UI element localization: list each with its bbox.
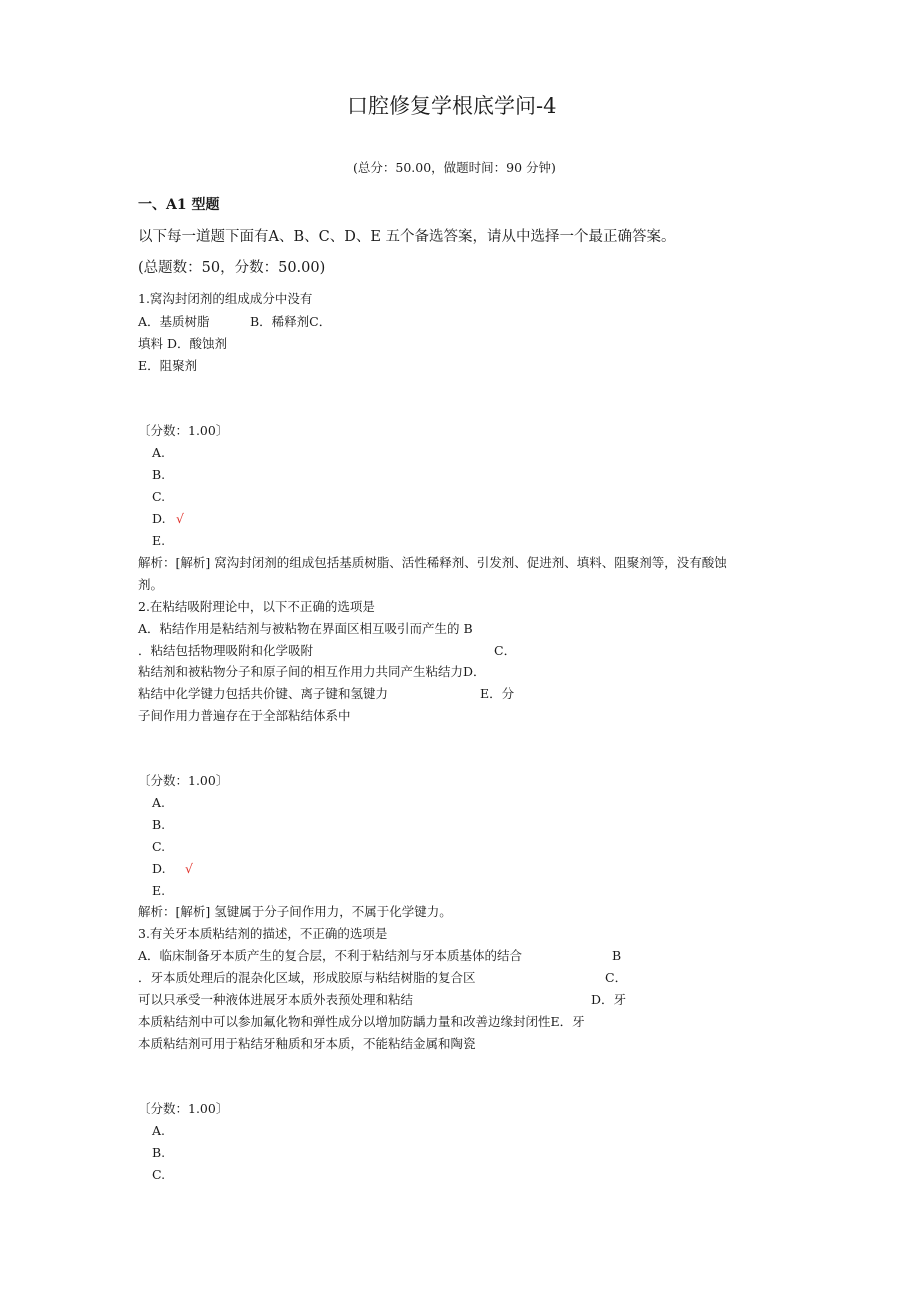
question-score: 〔分数：1.00〕 [138, 773, 229, 788]
question-line: 粘结中化学键力包括共价键、离子键和氢键力 [138, 686, 389, 701]
question-line: 填料 D．酸蚀剂 [138, 336, 227, 351]
analysis-text: 解析：[解析] 氢键属于分子间作用力，不属于化学键力。 [138, 904, 452, 919]
question-line: B．稀释剂C． [250, 314, 332, 329]
answer-option-b: B. [152, 467, 166, 482]
question-line: E．分 [480, 686, 515, 701]
question-line: A．临床制备牙本质产生的复合层，不利于粘结剂与牙本质基体的结合 [138, 948, 523, 963]
question-line: B [612, 948, 622, 963]
question-stem: 2.在粘结吸附理论中，以下不正确的选项是 [138, 599, 375, 614]
answer-option-e: E. [152, 533, 166, 548]
correct-answer-check-icon: √ [185, 861, 193, 876]
answer-option-b: B. [152, 1145, 166, 1160]
question-line: 粘结剂和被粘物分子和原子间的相互作用力共同产生粘结力D． [138, 664, 486, 679]
question-line: C． [605, 970, 628, 985]
answer-option-d: D. [152, 861, 166, 876]
question-line: D．牙 [591, 992, 627, 1007]
answer-option-c: C. [152, 839, 166, 854]
analysis-text: 解析：[解析] 窝沟封闭剂的组成包括基质树脂、活性稀释剂、引发剂、促进剂、填料、阻聚剂等，没有酸蚀 [138, 555, 727, 570]
section-stats: (总题数：50，分数：50.00) [138, 260, 326, 276]
question-line: C． [494, 643, 517, 658]
question-score: 〔分数：1.00〕 [138, 1101, 229, 1116]
question-line: E．阻聚剂 [138, 358, 198, 373]
section-header: 一、A1 型题 [138, 197, 220, 213]
answer-option-a: A. [152, 795, 166, 810]
question-line: 本质粘结剂可用于粘结牙釉质和牙本质，不能粘结金属和陶瓷 [138, 1036, 476, 1051]
answer-option-c: C. [152, 489, 166, 504]
question-line: 子间作用力普遍存在于全部粘结体系中 [138, 708, 351, 723]
section-instruction: 以下每一道题下面有A、B、C、D、E 五个备选答案，请从中选择一个最正确答案。 [138, 229, 676, 245]
correct-answer-check-icon: √ [176, 511, 184, 526]
document-subtitle: (总分：50.00，做题时间：90 分钟) [353, 160, 556, 175]
question-line: 本质粘结剂中可以参加氟化物和弹性成分以增加防龋力量和改善边缘封闭性E．牙 [138, 1014, 585, 1029]
question-line: ．牙本质处理后的混杂化区域，形成胶原与粘结树脂的复合区 [138, 970, 476, 985]
question-line: 可以只承受一种液体进展牙本质外表预处理和粘结 [138, 992, 414, 1007]
answer-option-c: C. [152, 1167, 166, 1182]
document-title: 口腔修复学根底学问-4 [347, 94, 557, 118]
question-stem: 1.窝沟封闭剂的组成成分中没有 [138, 291, 313, 306]
question-line: ．粘结包括物理吸附和化学吸附 [138, 643, 314, 658]
question-line: A．粘结作用是粘结剂与被粘物在界面区相互吸引而产生的 B [138, 621, 473, 636]
answer-option-b: B. [152, 817, 166, 832]
question-score: 〔分数：1.00〕 [138, 423, 229, 438]
answer-option-d: D. [152, 511, 166, 526]
answer-option-a: A. [152, 445, 166, 460]
answer-option-a: A. [152, 1123, 166, 1138]
question-stem: 3.有关牙本质粘结剂的描述，不正确的选项是 [138, 926, 388, 941]
answer-option-e: E. [152, 883, 166, 898]
question-line: A．基质树脂 [138, 314, 210, 329]
analysis-text: 剂。 [138, 577, 164, 592]
